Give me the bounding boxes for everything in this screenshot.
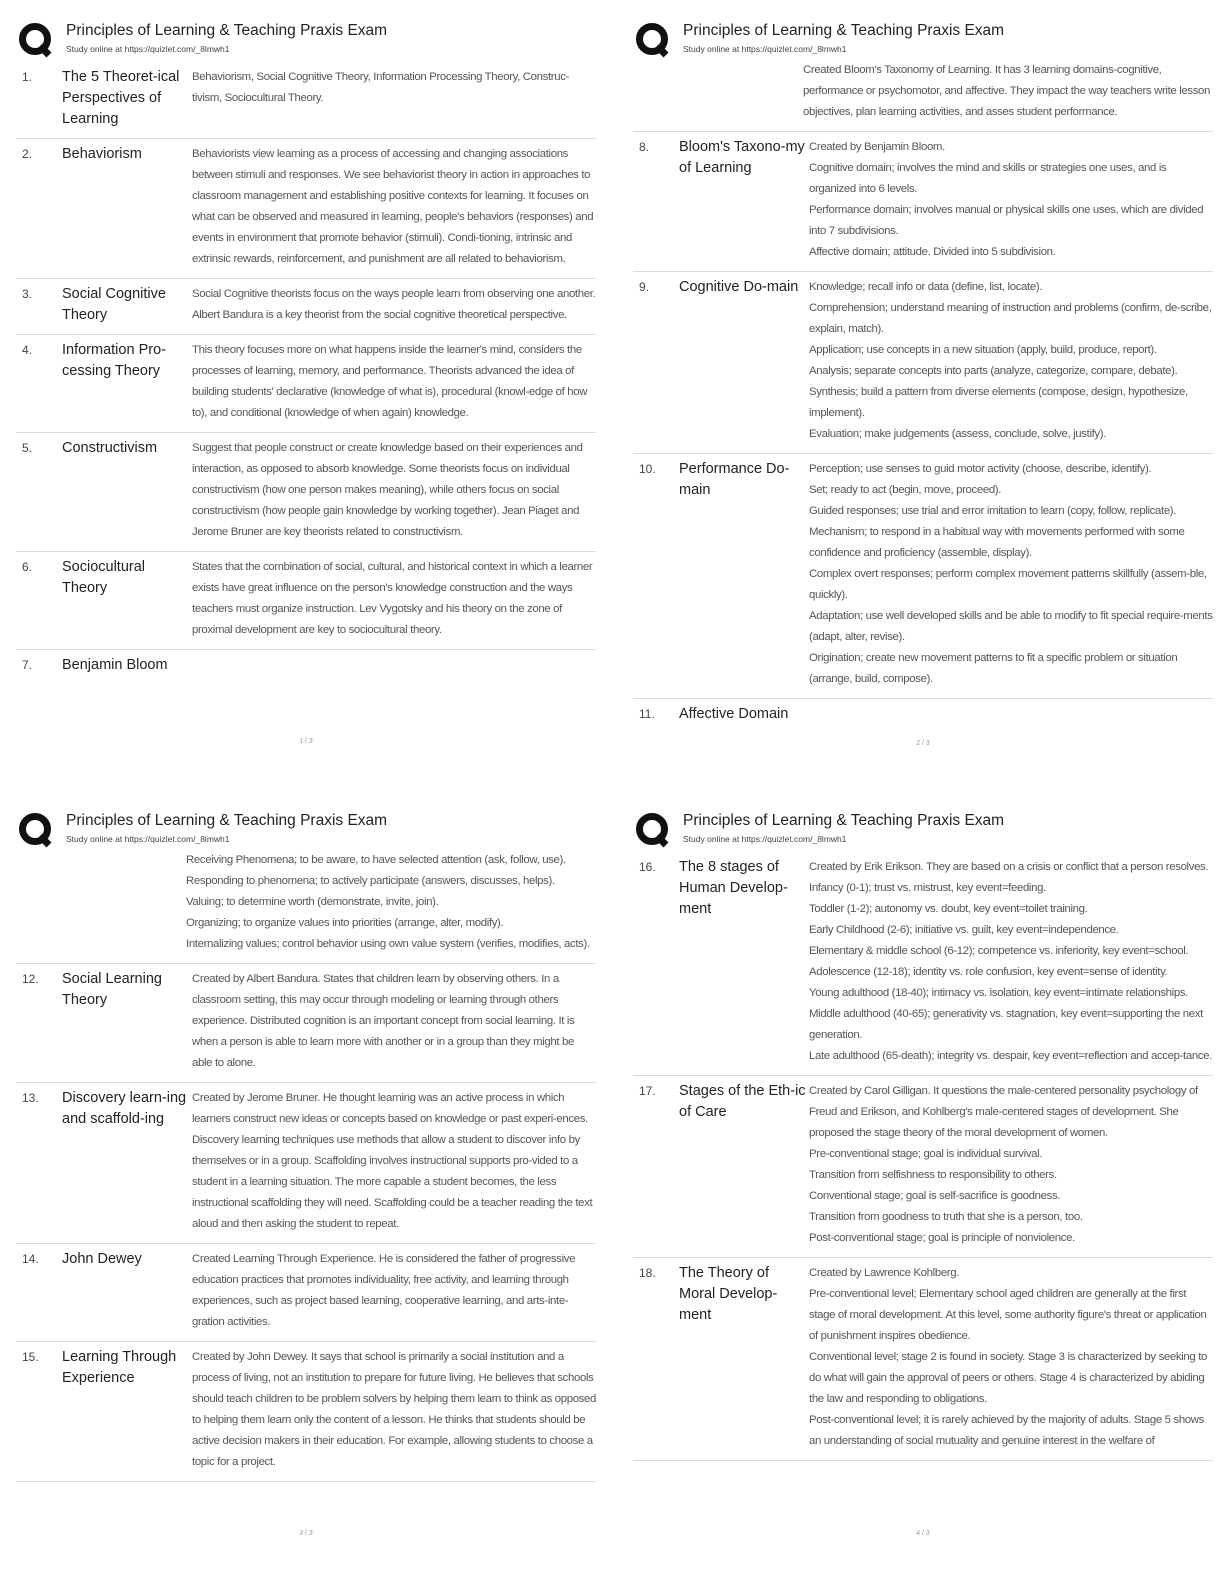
entry-definition bbox=[192, 438, 596, 543]
definition-line: Behaviorism, Social Cognitive Theory, Information Processing Theory, Construc-tivism, Sociocultural Theory. bbox=[192, 71, 570, 104]
entry-definition bbox=[192, 1088, 596, 1235]
entry-definition bbox=[809, 1263, 1213, 1452]
definition-line: Post-conventional level; it is rarely achieved by the majority of adults. Stage 5 shows an understanding of social mutuality and genuine interest in the welfare of bbox=[809, 1414, 1205, 1447]
entry-term: Sociocultural Theory bbox=[62, 559, 146, 596]
entry-number: 5. bbox=[22, 441, 33, 455]
definition-line: Created by Jerome Bruner. He thought learning was an active process in which learners construct new ideas or concepts based on knowledge or past experi-ences. Discovery learning techniques use methods that allow a student to discover info by themselves or in a group. Scaffolding involves instructional supports pro-vided to a student in a learning situation. The more capable a student becomes, the less instructional scaffolding they will need. Scaffolding could be a teacher reading the text aloud and then asking the student to repeat. bbox=[192, 1092, 593, 1230]
study-url-link[interactable]: https://quizlet.com/_8lmwh1 bbox=[124, 834, 230, 844]
term-entry bbox=[633, 132, 1213, 272]
definition-line: Mechanism; to respond in a habitual way with movements performed with some confidence and proficiency (assemble, display). bbox=[809, 526, 1185, 559]
definition-line: Created by Lawrence Kohlberg. bbox=[809, 1267, 960, 1279]
term-entry bbox=[633, 272, 1213, 454]
definition-line: Application; use concepts in a new situation (apply, build, produce, report). bbox=[809, 344, 1157, 356]
entry-term: John Dewey bbox=[62, 1251, 142, 1267]
continued-spacer bbox=[16, 850, 186, 955]
definition-line: Origination; create new movement patterns to fit a specific problem or situation (arrange, build, compose). bbox=[809, 652, 1178, 685]
study-online-label: Study online at bbox=[66, 44, 123, 54]
entry-definition bbox=[192, 969, 596, 1074]
page-header bbox=[16, 808, 596, 852]
term-entry bbox=[16, 279, 596, 335]
definition-line: Complex overt responses; perform complex movement patterns skillfully (assem-ble, quickly). bbox=[809, 568, 1207, 601]
definition-line: Created by Albert Bandura. States that children learn by observing others. In a classroom setting, this may occur through modeling or learning through others experience. Distributed cognition is an important concept from social learning. It is when a person is able to learn more with another or in a group than they might be able to alone. bbox=[192, 973, 575, 1069]
definition-line: Synthesis; build a pattern from diverse elements (compose, design, hypothesize, implement). bbox=[809, 386, 1188, 419]
study-online-label: Study online at bbox=[683, 834, 740, 844]
entry-term: Social Cognitive Theory bbox=[62, 286, 166, 323]
entry-definition bbox=[809, 459, 1213, 690]
study-online-line bbox=[66, 834, 230, 844]
entry-term: Constructivism bbox=[62, 440, 158, 456]
page-body bbox=[16, 850, 596, 1482]
term-entry bbox=[16, 964, 596, 1083]
definition-line: Affective domain; attitude. Divided into 5 subdivision. bbox=[809, 246, 1056, 258]
study-online-line bbox=[683, 834, 847, 844]
entry-number: 13. bbox=[22, 1091, 39, 1105]
page-header bbox=[633, 18, 1213, 62]
term-entry bbox=[633, 454, 1213, 699]
page-footer: 3 / 3 bbox=[299, 1530, 313, 1537]
entry-number: 18. bbox=[639, 1266, 656, 1280]
definition-line: Created by Erik Erikson. They are based on a crisis or conflict that a person resolves. bbox=[809, 861, 1209, 873]
entry-definition bbox=[809, 277, 1213, 445]
entry-definition bbox=[192, 1347, 596, 1473]
term-entry bbox=[633, 1076, 1213, 1258]
entry-term: Bloom's Taxono-my of Learning bbox=[679, 139, 805, 176]
term-entry bbox=[16, 1342, 596, 1482]
definition-line: Post-conventional stage; goal is principle of nonviolence. bbox=[809, 1232, 1075, 1244]
page-4 bbox=[633, 808, 1213, 1568]
term-entry bbox=[633, 699, 1213, 733]
entry-term: Information Pro-cessing Theory bbox=[62, 342, 166, 379]
entry-number: 11. bbox=[639, 707, 655, 721]
study-url-link[interactable]: https://quizlet.com/_8lmwh1 bbox=[741, 44, 847, 54]
definition-line: Pre-conventional stage; goal is individual survival. bbox=[809, 1148, 1043, 1160]
study-url-link[interactable]: https://quizlet.com/_8lmwh1 bbox=[124, 44, 230, 54]
definition-line: Suggest that people construct or create knowledge based on their experiences and interaction, as opposed to absorb knowledge. Some theorists focus on individual constructivism (how one person makes meaning), while others focus on social constructivism (how people gain knowledge by working together). Jean Piaget and Jerome Bruner are key theorists related to constructivism. bbox=[192, 442, 583, 538]
quizlet-logo-icon bbox=[635, 812, 671, 848]
definition-line: Adolescence (12-18); identity vs. role confusion, key event=sense of identity. bbox=[809, 966, 1168, 978]
definition-line: Infancy (0-1); trust vs. mistrust, key event=feeding. bbox=[809, 882, 1046, 894]
entry-definition bbox=[192, 655, 596, 676]
page-body bbox=[633, 60, 1213, 733]
continued-definition-text bbox=[186, 850, 596, 955]
term-entry bbox=[16, 1244, 596, 1342]
definition-line: Responding to phenomena; to actively participate (answers, discusses, helps). bbox=[186, 875, 555, 887]
page-footer: 4 / 3 bbox=[916, 1530, 930, 1537]
definition-line: Conventional level; stage 2 is found in society. Stage 3 is characterized by seeking to do what will gain the approval of peers or others. Stage 4 is characterized by abiding the law and responding to obligations. bbox=[809, 1351, 1208, 1405]
page-footer: 2 / 3 bbox=[916, 740, 930, 747]
entry-term: Behaviorism bbox=[62, 146, 142, 162]
entry-term: The 8 stages of Human Develop-ment bbox=[679, 859, 788, 917]
definition-line: Cognitive domain; involves the mind and skills or strategies one uses, and is organized into 6 levels. bbox=[809, 162, 1167, 195]
continued-spacer bbox=[633, 60, 803, 123]
entry-number: 4. bbox=[22, 343, 33, 357]
entry-number: 3. bbox=[22, 287, 33, 301]
page-title: Principles of Learning & Teaching Praxis Exam bbox=[66, 22, 388, 39]
term-entry bbox=[633, 852, 1213, 1076]
definition-line: Created by John Dewey. It says that school is primarily a social institution and a process of living, not an institution to prepare for future living. He believes that schools should teach children to be problem solvers by helping them learn to think as opposed to helping them learn only the content of a lesson. He thinks that students should be active decision makers in their education. For example, allowing students to choose a topic for a project. bbox=[192, 1351, 596, 1468]
continued-definition bbox=[633, 60, 1213, 132]
quizlet-logo-icon bbox=[18, 812, 54, 848]
definition-line: Valuing; to determine worth (demonstrate, invite, join). bbox=[186, 896, 439, 908]
definition-line: Receiving Phenomena; to be aware, to have selected attention (ask, follow, use). bbox=[186, 854, 566, 866]
definition-line: Elementary & middle school (6-12); competence vs. inferiority, key event=school. bbox=[809, 945, 1189, 957]
entry-definition bbox=[809, 857, 1213, 1067]
definition-line: Social Cognitive theorists focus on the ways people learn from observing one another. Albert Bandura is a key theorist from the social cognitive theoretical perspective. bbox=[192, 288, 596, 321]
continued-definition-text bbox=[803, 60, 1213, 123]
study-online-label: Study online at bbox=[66, 834, 123, 844]
page-2 bbox=[633, 18, 1213, 778]
entry-number: 15. bbox=[22, 1350, 39, 1364]
entry-number: 9. bbox=[639, 280, 650, 294]
definition-line: States that the combination of social, cultural, and historical context in which a learner exists have great influence on the person's knowledge construction and the ways teachers must organize instruction. Lev Vygotsky and his theory on the zone of proximal development are key to sociocultural theory. bbox=[192, 561, 593, 636]
entry-term: Discovery learn-ing and scaffold-ing bbox=[62, 1090, 187, 1127]
definition-line: Transition from goodness to truth that she is a person, too. bbox=[809, 1211, 1083, 1223]
definition-line: Adaptation; use well developed skills and be able to modify to fit special require-ments (adapt, alter, revise). bbox=[809, 610, 1213, 643]
entry-number: 1. bbox=[22, 70, 33, 84]
definition-line: Performance domain; involves manual or physical skills one uses, which are divided into 7 subdivisions. bbox=[809, 204, 1204, 237]
entry-definition bbox=[809, 137, 1213, 263]
term-entry bbox=[16, 552, 596, 650]
page-footer: 1 / 3 bbox=[299, 738, 313, 745]
definition-line: Analysis; separate concepts into parts (analyze, categorize, compare, debate). bbox=[809, 365, 1178, 377]
definition-line: Toddler (1-2); autonomy vs. doubt, key event=toilet training. bbox=[809, 903, 1088, 915]
page-header bbox=[633, 808, 1213, 852]
definition-line: Created Learning Through Experience. He is considered the father of progressive education practices that promotes individuality, free activity, and learning through experiences, such as project based learning, cooperative learning, and arts-inte-gration activities. bbox=[192, 1253, 576, 1328]
entry-term: Learning Through Experience bbox=[62, 1349, 177, 1386]
definition-line: Created Bloom's Taxonomy of Learning. It has 3 learning domains-cognitive, performance or psychomotor, and affective. They impact the way teachers write lesson objectives, plan learning activities, and asses student performance. bbox=[803, 64, 1211, 118]
term-entry bbox=[633, 1258, 1213, 1461]
definition-line: Transition from selfishness to responsibility to others. bbox=[809, 1169, 1057, 1181]
entry-number: 14. bbox=[22, 1252, 39, 1266]
entry-number: 6. bbox=[22, 560, 33, 574]
page-body bbox=[633, 852, 1213, 1461]
quizlet-logo-icon bbox=[635, 22, 671, 58]
page-3 bbox=[16, 808, 596, 1568]
entry-term: Benjamin Bloom bbox=[62, 657, 168, 673]
page-1 bbox=[16, 18, 596, 778]
entry-number: 7. bbox=[22, 658, 33, 672]
continued-definition bbox=[16, 850, 596, 964]
page-title: Principles of Learning & Teaching Praxis Exam bbox=[683, 812, 1005, 829]
definition-line: Perception; use senses to guid motor activity (choose, describe, identify). bbox=[809, 463, 1152, 475]
definition-line: Organizing; to organize values into priorities (arrange, alter, modify). bbox=[186, 917, 504, 929]
entry-definition bbox=[192, 67, 596, 130]
term-entry bbox=[16, 139, 596, 279]
term-entry bbox=[16, 62, 596, 139]
entry-definition bbox=[192, 557, 596, 641]
definition-line: Middle adulthood (40-65); generativity vs. stagnation, key event=supporting the next generation. bbox=[809, 1008, 1203, 1041]
entry-definition bbox=[192, 340, 596, 424]
definition-line: Late adulthood (65-death); integrity vs. despair, key event=reflection and accep-tance. bbox=[809, 1050, 1212, 1062]
entry-definition bbox=[192, 144, 596, 270]
page-title: Principles of Learning & Teaching Praxis Exam bbox=[66, 812, 388, 829]
entry-term: Affective Domain bbox=[679, 706, 789, 722]
entry-definition bbox=[809, 1081, 1213, 1249]
definition-line: Created by Benjamin Bloom. bbox=[809, 141, 945, 153]
definition-line: Young adulthood (18-40); intimacy vs. isolation, key event=intimate relationships. bbox=[809, 987, 1188, 999]
term-entry bbox=[16, 335, 596, 433]
entry-number: 17. bbox=[639, 1084, 656, 1098]
term-entry bbox=[16, 1083, 596, 1244]
term-entry bbox=[16, 650, 596, 684]
definition-line: Early Childhood (2-6); initiative vs. guilt, key event=independence. bbox=[809, 924, 1119, 936]
definition-line: Knowledge; recall info or data (define, list, locate). bbox=[809, 281, 1043, 293]
definition-line: Internalizing values; control behavior using own value system (verifies, modifies, acts). bbox=[186, 938, 590, 950]
term-entry bbox=[16, 433, 596, 552]
definition-line: Conventional stage; goal is self-sacrifice is goodness. bbox=[809, 1190, 1061, 1202]
entry-number: 16. bbox=[639, 860, 656, 874]
definition-line: Created by Carol Gilligan. It questions the male-centered personality psychology of Freud and Erikson, and Kohlberg's male-centered stages of development. She proposed the stage theory of the moral development of women. bbox=[809, 1085, 1198, 1139]
study-online-line bbox=[66, 44, 230, 54]
entry-term: Cognitive Do-main bbox=[679, 279, 799, 295]
entry-definition bbox=[192, 284, 596, 326]
entry-definition bbox=[809, 704, 1213, 725]
entry-term: Performance Do-main bbox=[679, 461, 790, 498]
study-url-link[interactable]: https://quizlet.com/_8lmwh1 bbox=[741, 834, 847, 844]
entry-number: 10. bbox=[639, 462, 656, 476]
definition-line: Guided responses; use trial and error imitation to learn (copy, follow, replicate). bbox=[809, 505, 1177, 517]
definition-line: Comprehension; understand meaning of instruction and problems (confirm, de-scribe, explain, match). bbox=[809, 302, 1212, 335]
entry-number: 2. bbox=[22, 147, 33, 161]
page-header bbox=[16, 18, 596, 62]
entry-term: The 5 Theoret-ical Perspectives of Learning bbox=[62, 69, 180, 127]
entry-number: 8. bbox=[639, 140, 650, 154]
entry-term: Social Learning Theory bbox=[62, 971, 162, 1008]
entry-definition bbox=[192, 1249, 596, 1333]
quizlet-logo-icon bbox=[18, 22, 54, 58]
page-body bbox=[16, 62, 596, 684]
study-online-line bbox=[683, 44, 847, 54]
definition-line: This theory focuses more on what happens inside the learner's mind, considers the processes of learning, memory, and performance. Theorists advanced the idea of building students' declarative (knowledge of what is), procedural (knowl-edge of how to), and conditional (knowledge of when again) knowledge. bbox=[192, 344, 588, 419]
entry-term: The Theory of Moral Develop-ment bbox=[679, 1265, 778, 1323]
entry-term: Stages of the Eth-ic of Care bbox=[679, 1083, 806, 1120]
definition-line: Behaviorists view learning as a process of accessing and changing associations between stimuli and responses. We see behaviorist theory in action in approaches to classroom management and establishing positive contexts for learning. It focuses on what can be observed and measured in learning, people's behaviors (responses) and events in environment that promote behavior (stimuli). Condi-tioning, intrinsic and extrinsic rewards, reinforcement, and punishment are all related to behaviorism. bbox=[192, 148, 594, 265]
definition-line: Pre-conventional level; Elementary school aged children are generally at the first stage of moral development. At this level, some authority figure's threat or application of punishment inspires obedience. bbox=[809, 1288, 1207, 1342]
page-title: Principles of Learning & Teaching Praxis Exam bbox=[683, 22, 1005, 39]
entry-number: 12. bbox=[22, 972, 39, 986]
study-online-label: Study online at bbox=[683, 44, 740, 54]
definition-line: Set; ready to act (begin, move, proceed). bbox=[809, 484, 1002, 496]
definition-line: Evaluation; make judgements (assess, conclude, solve, justify). bbox=[809, 428, 1107, 440]
